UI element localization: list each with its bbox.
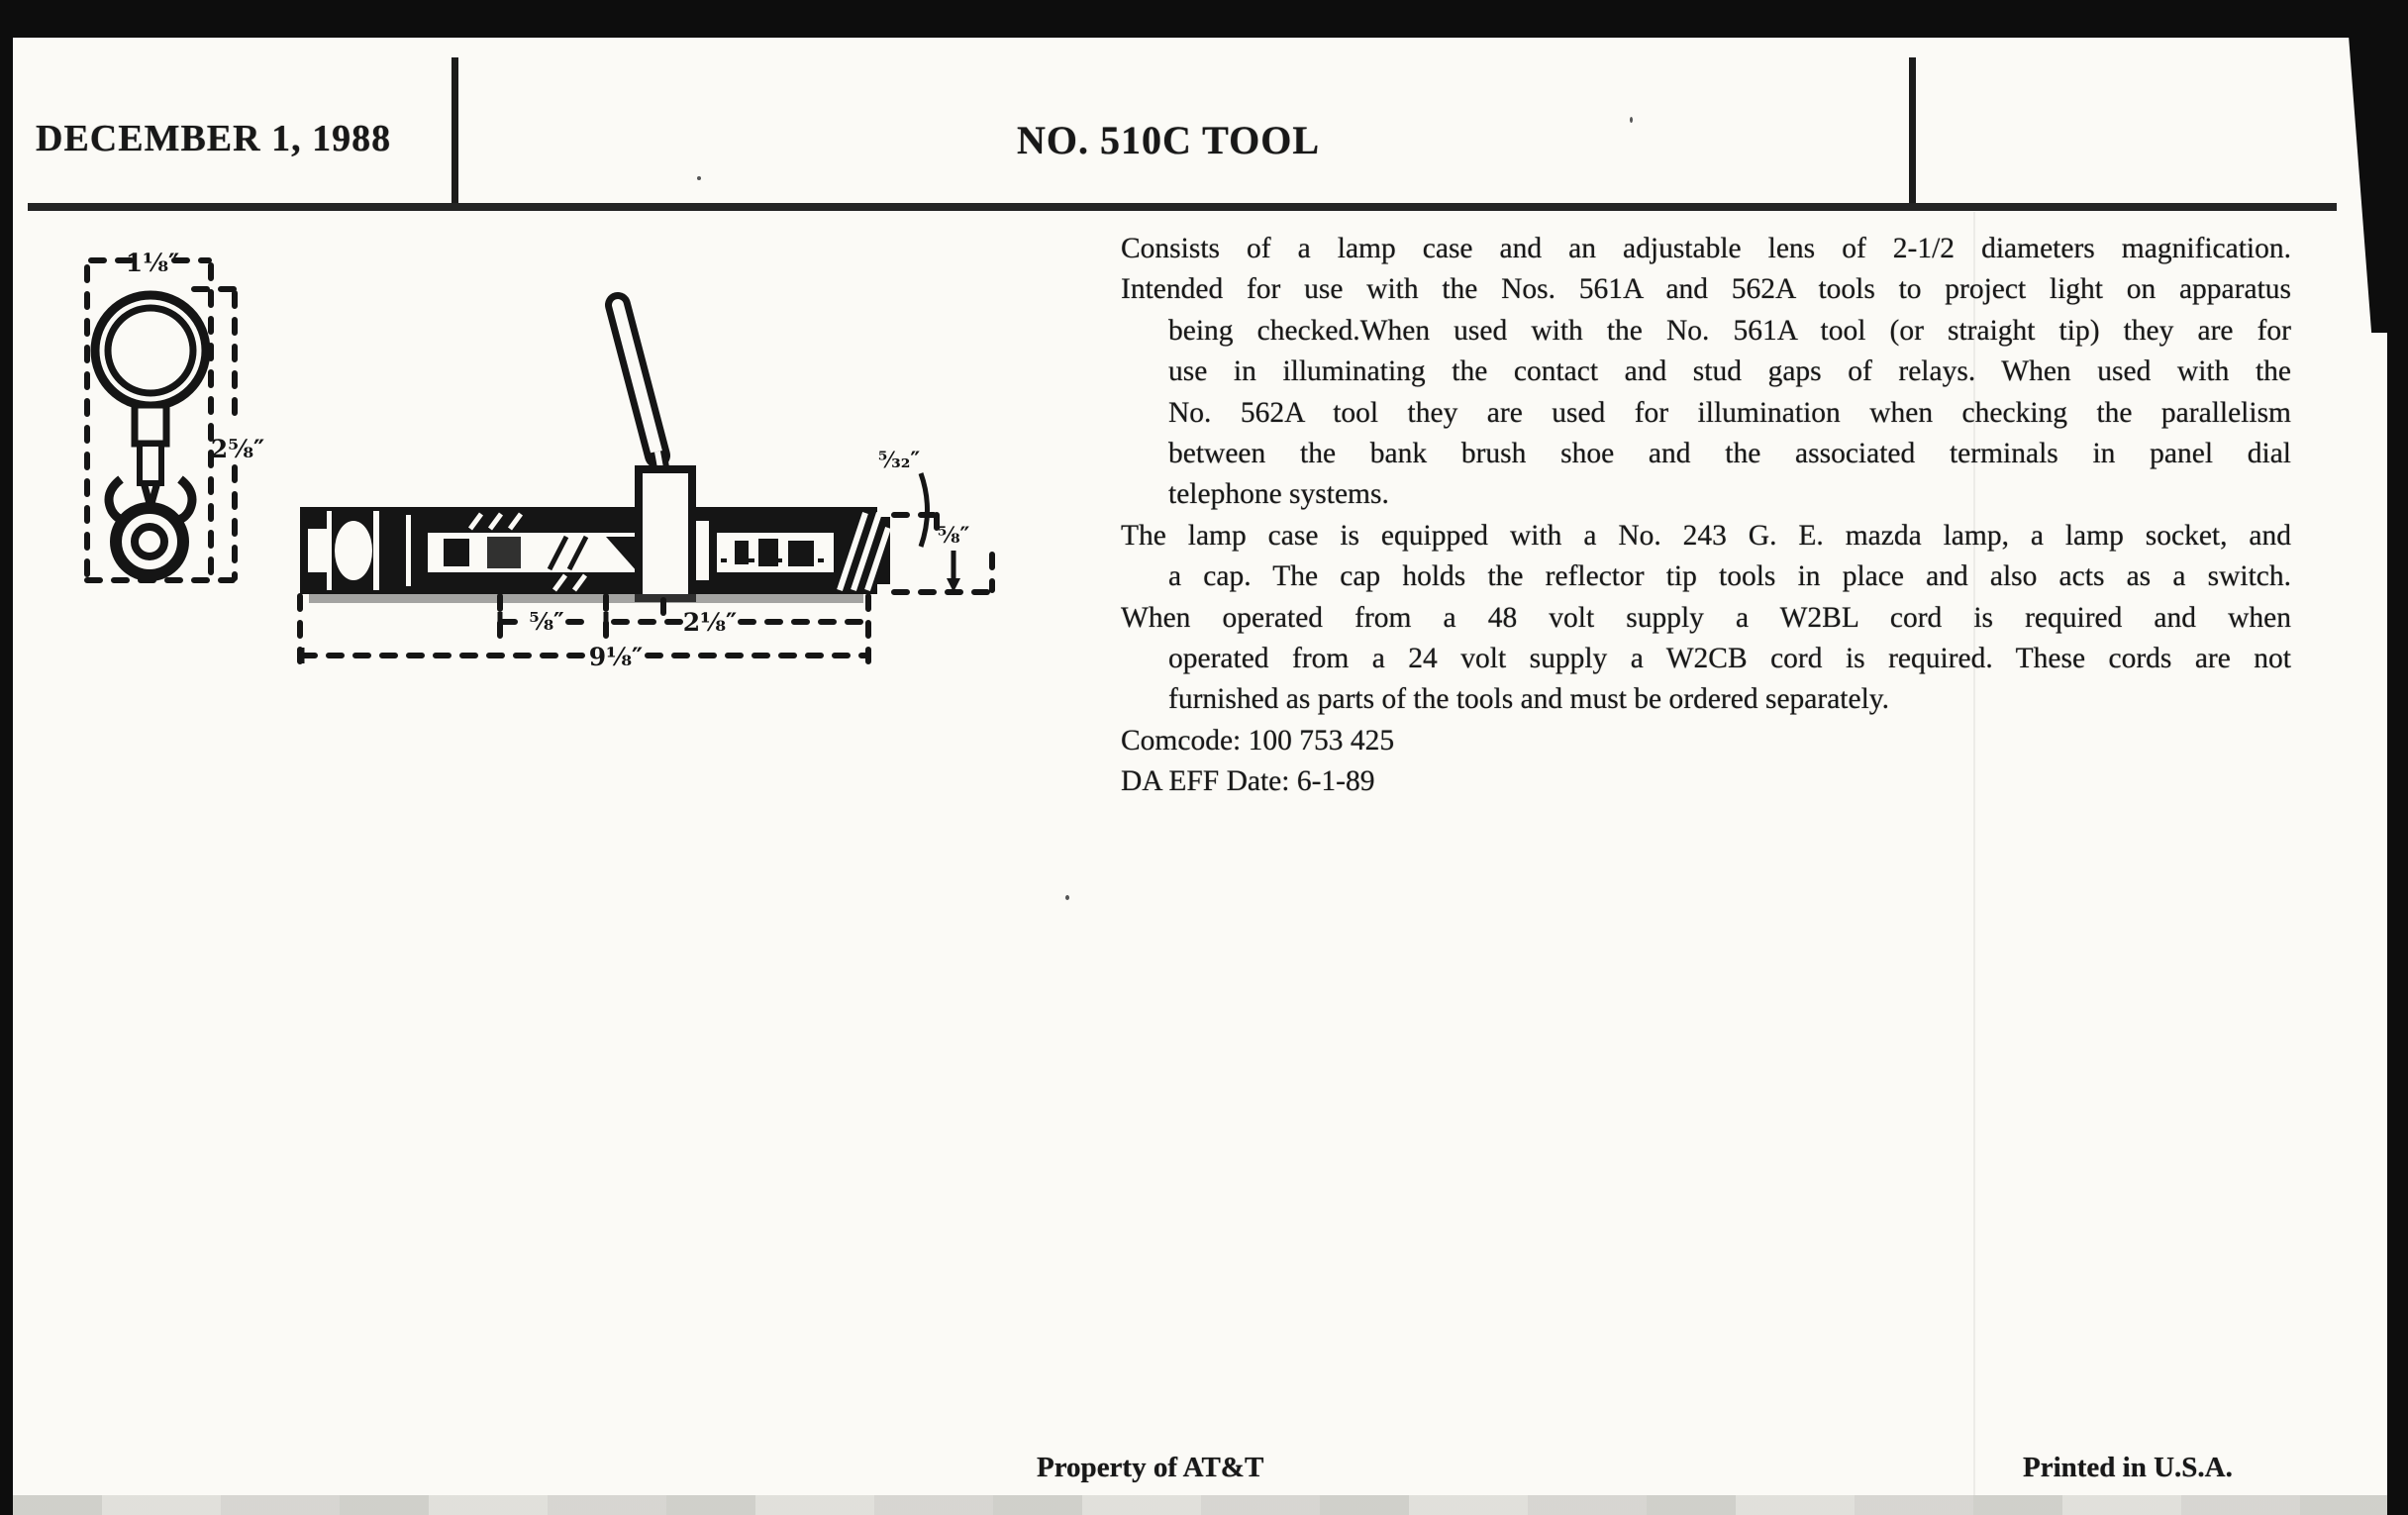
scan-speck (1065, 895, 1069, 900)
header-divider-right (1909, 57, 1916, 206)
scan-speck (697, 176, 701, 180)
tool-overall-dimension: 9⅛″ (588, 643, 644, 671)
header-rule (28, 203, 2337, 211)
tool-mid-dimension: 2⅛″ (682, 608, 738, 637)
printed-in-notice: Printed in U.S.A. (2023, 1452, 2233, 1483)
header-divider-left (452, 57, 458, 206)
tool-technical-drawing (59, 233, 1040, 767)
scan-speck (1630, 117, 1633, 123)
body-line: No. 562A tool they are used for illumination when checking the parallelism (1168, 396, 2291, 429)
document-date: DECEMBER 1, 1988 (36, 118, 392, 159)
body-line: telephone systems. (1168, 478, 1389, 511)
body-line: a cap. The cap holds the reflector tip tools in place and also acts as a switch. (1168, 560, 2291, 593)
scan-top-band (0, 0, 2408, 38)
body-line: being checked.When used with the No. 561A tool (or straight tip) they are for (1168, 314, 2291, 347)
body-line: When operated from a 48 volt supply a W2BL cord is required and when (1121, 601, 2291, 634)
comcode-line: Comcode: 100 753 425 (1121, 724, 1395, 757)
tool-cap-dimension: ⅝″ (529, 607, 564, 636)
body-line: furnished as parts of the tools and must be ordered separately. (1168, 683, 1889, 716)
body-line: Intended for use with the Nos. 561A and 562A tools to project light on apparatus (1121, 273, 2291, 306)
magnifier-figure (95, 295, 206, 575)
body-line: use in illuminating the contact and stud gaps of relays. When used with the (1168, 355, 2291, 388)
da-eff-date-line: DA EFF Date: 6-1-89 (1121, 765, 1375, 798)
scan-right-band (2387, 0, 2408, 1515)
magnifier-width-dimension: 1⅛″ (125, 249, 180, 277)
body-line: between the bank brush shoe and the associated terminals in panel dial (1168, 438, 2291, 470)
description-text (1121, 229, 2291, 803)
tool-tip-upper-dimension: ⁵⁄₃₂″ (877, 448, 921, 473)
body-line: The lamp case is equipped with a No. 243 G. E. mazda lamp, a lamp socket, and (1121, 519, 2291, 552)
body-line: Consists of a lamp case and an adjustable lens of 2-1/2 diameters magnification. (1121, 233, 2291, 264)
body-line: operated from a 24 volt supply a W2CB cord is required. These cords are not (1168, 643, 2291, 675)
tool-tip-lower-dimension: ⅝″ (937, 523, 970, 549)
page-title: NO. 510C TOOL (1016, 118, 1321, 162)
property-notice: Property of AT&T (1037, 1452, 1264, 1483)
scan-right-wedge (2349, 36, 2390, 333)
magnifier-height-dimension: 2⅝″ (210, 435, 265, 463)
lamp-case-figure (300, 305, 891, 603)
scan-bottom-band (13, 1495, 2387, 1515)
scan-left-band (0, 0, 13, 1515)
